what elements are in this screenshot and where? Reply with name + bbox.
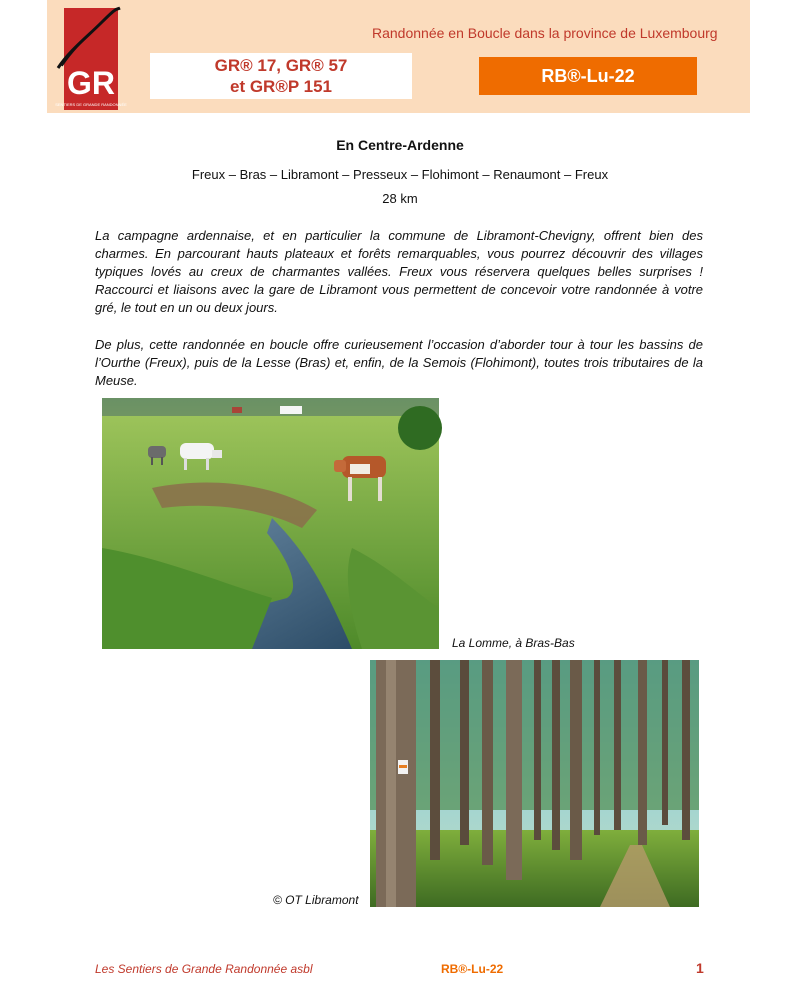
photo-credit: © OT Libramont	[273, 893, 359, 907]
gr-logo	[55, 8, 127, 110]
logo-subtext: SENTIERS DE GRANDE RANDONNÉE	[55, 102, 127, 107]
gr-line-1: GR® 17, GR® 57	[214, 56, 348, 75]
forest-photo	[370, 660, 699, 907]
basins-paragraph: De plus, cette randonnée en boucle offre curieusement l’occasion d’aborder tour à tour les bassins de l’Ourthe (Freux), puis de la Lesse (Bras) et, enfin, de la Semois (Flohimont), toutes trois tributaires de la Meuse.	[95, 337, 703, 388]
distance: 28 km	[382, 191, 418, 206]
footer-code: RB®-Lu-22	[441, 962, 504, 976]
footer-organization: Les Sentiers de Grande Randonnée asbl	[95, 962, 313, 976]
page-title: En Centre-Ardenne	[336, 137, 464, 153]
rb-code-box: RB®-Lu-22	[479, 57, 697, 95]
page-number: 1	[696, 960, 704, 976]
route-line: Freux – Bras – Libramont – Presseux – Flohimont – Renaumont – Freux	[191, 167, 609, 182]
meadow-photo	[102, 398, 439, 649]
photo-caption-river: La Lomme, à Bras-Bas	[452, 636, 575, 650]
gr-routes-box	[150, 53, 412, 99]
logo-text: GR	[67, 65, 115, 101]
header-subtitle: Randonnée en Boucle dans la province de Luxembourg	[372, 25, 718, 41]
gr-line-2: et GR®P 151	[230, 77, 332, 96]
intro-paragraph: La campagne ardennaise, et en particulier la commune de Libramont-Chevigny, offrent bien des charmes. En parcourant hauts plateaux et forêts remarquables, vous pourrez découvrir des villages typiques lovés au creux de charmantes vallées. Freux vous réservera quelques belles surprises ! Raccourci et liaisons avec la gare de Libramont vous permettent de concevoir votre randonnée à votre gré, le tout en un ou deux jours.	[95, 228, 703, 315]
